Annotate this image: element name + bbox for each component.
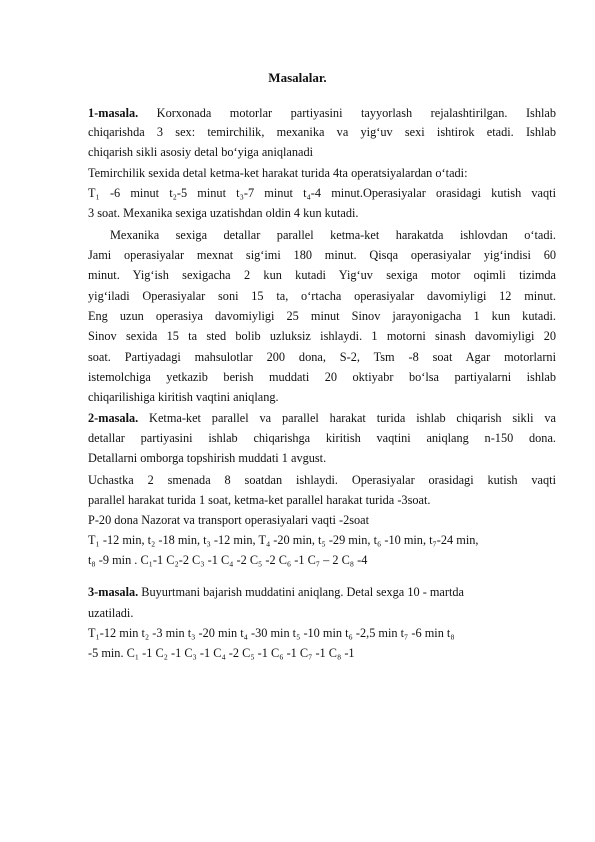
text-line xyxy=(88,585,556,599)
line-text: detallar partiyasini ishlab chiqarishga kiritish vaqtini aniqlang n-150 dona. xyxy=(88,431,556,445)
text-line xyxy=(88,451,556,465)
text-line xyxy=(88,228,556,242)
text-line xyxy=(88,166,556,180)
text-line xyxy=(88,431,556,445)
text-line xyxy=(88,493,556,507)
line-text: uzatiladi. xyxy=(88,606,134,620)
line-text: chiqarish sikli asosiy detal bo‘yiga aniqlanadi xyxy=(88,145,314,159)
line-text: T₁ -12 min, t₂ -18 min, t₃ -12 min, T₄ -20 min, t₅ -29 min, t₆ -10 min, t₇-24 min, xyxy=(88,533,479,547)
line-text: chiqarilishiga kiritish vaqtini aniqlang. xyxy=(88,390,279,404)
text-line xyxy=(88,186,556,200)
line-text: Uchastka 2 smenada 8 soatdan ishlaydi. Operasiyalar orasidagi kutish vaqti xyxy=(88,473,556,487)
text-line xyxy=(88,626,556,640)
page-title: Masalalar. xyxy=(268,70,327,85)
line-text: -5 min. C₁ -1 C₂ -1 C₃ -1 C₄ -2 C₅ -1 C₆ -1 C₇ -1 C₈ -1 xyxy=(88,646,355,660)
text-line xyxy=(88,473,556,487)
line-text: chiqarishda 3 sex: temirchilik, mexanika va yig‘uv sexi ishtirok etadi. Ishlab xyxy=(88,125,556,139)
text-line xyxy=(88,533,556,547)
text-line xyxy=(88,390,556,404)
line-text: minut. Yig‘ish sexigacha 2 kun kutadi Yig‘uv sexiga motor oqimli tizimda xyxy=(88,268,556,282)
text-line xyxy=(88,553,556,567)
text-line xyxy=(88,106,556,120)
line-text: P-20 dona Nazorat va transport operasiyalari vaqti -2soat xyxy=(88,513,370,527)
line-text: Ketma-ket parallel va parallel harakat turida ishlab chiqarish sikli va xyxy=(138,411,556,425)
text-line xyxy=(88,329,556,343)
text-line xyxy=(88,206,556,220)
line-text: t₈ -9 min . C₁-1 C₂-2 C₃ -1 C₄ -2 C₅ -2 C₆ -1 C₇ – 2 C₈ -4 xyxy=(88,553,368,567)
line-text: istemolchiga yetkazib berish muddati 20 oktiyabr bo‘lsa partiyalarni ishlab xyxy=(88,370,556,384)
text-line xyxy=(88,268,556,282)
line-text: Jami operasiyalar mexnat sig‘imi 180 minut. Qisqa operasiyalar yig‘indisi 60 xyxy=(88,248,556,262)
line-text: Eng uzun operasiya davomiyligi 25 minut Sinov jarayonigacha 1 kun kutadi. xyxy=(88,309,556,323)
line-text: Temirchilik sexida detal ketma-ket harakat turida 4ta operatsiyalardan o‘tadi: xyxy=(88,166,468,180)
line-text: Detallarni omborga topshirish muddati 1 avgust. xyxy=(88,451,327,465)
text-line xyxy=(88,513,556,527)
problem-heading: 2-masala. xyxy=(88,411,139,425)
line-text: 3 soat. Mexanika sexiga uzatishdan oldin 4 kun kutadi. xyxy=(88,206,359,220)
line-text: Mexanika sexiga detallar parallel ketma-ket harakatda ishlovdan o‘tadi. xyxy=(110,228,556,242)
text-line xyxy=(88,606,556,620)
text-line xyxy=(88,309,556,323)
line-text: Sinov sexida 15 ta sted bolib uzluksiz ishlaydi. 1 motorni sinash davomiyligi 20 xyxy=(88,329,556,343)
text-line xyxy=(88,289,556,303)
problem-heading: 3-masala. xyxy=(88,585,139,599)
text-line xyxy=(88,145,556,159)
problem-heading: 1-masala. xyxy=(88,106,139,120)
line-text: T₁ -6 minut t₂-5 minut t₃-7 minut t₄-4 minut.Operasiyalar orasidagi kutish vaqti xyxy=(88,186,556,200)
text-line xyxy=(88,350,556,364)
line-text: Buyurtmani bajarish muddatini aniqlang. Detal sexga 10 - martda xyxy=(138,585,465,599)
line-text: parallel harakat turida 1 soat, ketma-ket parallel harakat turida -3soat. xyxy=(88,493,431,507)
text-line xyxy=(88,125,556,139)
text-line xyxy=(88,411,556,425)
line-text: Korxonada motorlar partiyasini tayyorlash rejalashtirilgan. Ishlab xyxy=(138,106,556,120)
line-text: yig‘iladi Operasiyalar soni 15 ta, o‘rtacha operasiyalar davomiyligi 12 minut. xyxy=(88,289,556,303)
line-text: soat. Partiyadagi mahsulotlar 200 dona, S-2, Tsm -8 soat Agar motorlarni xyxy=(88,350,556,364)
text-line xyxy=(88,248,556,262)
text-line xyxy=(88,646,556,660)
line-text: T₁-12 min t₂ -3 min t₃ -20 min t₄ -30 min t₅ -10 min t₆ -2,5 min t₇ -6 min t₈ xyxy=(88,626,455,640)
text-line xyxy=(88,370,556,384)
